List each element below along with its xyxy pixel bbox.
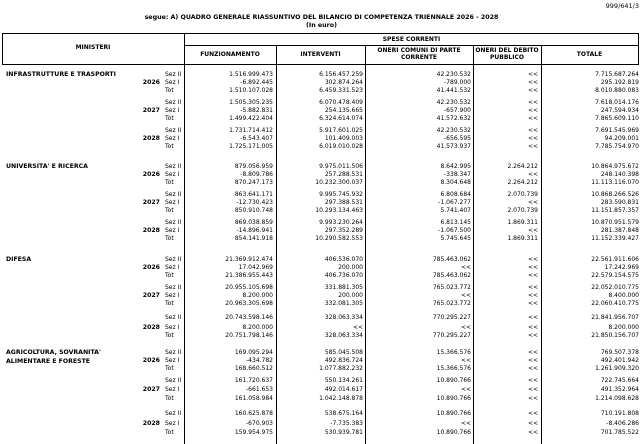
totale-value: 22.052.010.775 [591, 284, 639, 291]
oneri-debito-value: << [527, 429, 538, 436]
funzionamento-value: 161.720.637 [234, 377, 273, 384]
funzionamento-value: 161.058.984 [234, 395, 273, 402]
oneri-comuni-value: << [460, 357, 471, 364]
row-type: Sez I [165, 171, 180, 178]
oneri-debito-value: << [527, 135, 538, 142]
oneri-comuni-value: 41.572.632 [436, 115, 471, 122]
oneri-debito-value: << [527, 227, 538, 234]
funzionamento-value: 21.369.912.474 [225, 256, 273, 263]
totale-value: -8.406.286 [606, 420, 639, 427]
totale-value: 1.261.909.320 [595, 365, 639, 372]
totale-value: 10.870.951.579 [591, 219, 639, 226]
column-divider [184, 33, 185, 444]
funzionamento-value: 1.725.171.005 [229, 143, 273, 150]
oneri-debito-value: << [527, 386, 538, 393]
interventi-value: 530.939.781 [324, 429, 363, 436]
interventi-value: 6.019.010.028 [319, 143, 363, 150]
year-label: 2028 [142, 420, 160, 427]
totale-value: 283.590.831 [600, 199, 639, 206]
interventi-value: 10.293.134.463 [315, 207, 363, 214]
totale-value: 701.785.522 [600, 429, 639, 436]
funzionamento-value: 21.386.955.443 [225, 272, 273, 279]
oneri-comuni-value: 42.230.532 [436, 127, 471, 134]
interventi-value: 297.352.289 [324, 227, 363, 234]
row-type: Tot [165, 143, 174, 150]
year-label: 2027 [142, 292, 160, 299]
totale-value: 21.841.956.707 [591, 314, 639, 321]
row-type: Sez II [165, 377, 182, 384]
row-type: Sez I [165, 107, 180, 114]
column-divider [541, 45, 542, 444]
row-type: Tot [165, 395, 174, 402]
funzionamento-value: 870.247.173 [234, 179, 273, 186]
funzionamento-value: -6.892.445 [240, 79, 273, 86]
header-oneri-debito: ONERI DEL DEBITO PUBBLICO [475, 47, 539, 61]
oneri-debito-value: 2.070.739 [507, 191, 538, 198]
oneri-comuni-value: 770.295.227 [432, 314, 471, 321]
row-type: Tot [165, 179, 174, 186]
oneri-comuni-value: << [460, 292, 471, 299]
row-type: Sez II [165, 191, 182, 198]
interventi-value: 1.077.882.232 [319, 365, 363, 372]
oneri-debito-value: << [527, 272, 538, 279]
funzionamento-value: 169.095.294 [234, 349, 273, 356]
oneri-debito-value: << [527, 357, 538, 364]
funzionamento-value: 863.641.171 [234, 191, 273, 198]
interventi-value: -7.735.383 [330, 420, 363, 427]
oneri-debito-value: 1.869.311 [507, 235, 538, 242]
oneri-debito-value: << [527, 292, 538, 299]
interventi-value: 1.042.148.878 [319, 395, 363, 402]
funzionamento-value: 1.505.305.235 [229, 99, 273, 106]
totale-value: 722.745.664 [600, 377, 639, 384]
oneri-comuni-value: 6.813.145 [440, 219, 471, 226]
oneri-comuni-value: 10.890.766 [436, 395, 471, 402]
oneri-comuni-value: 42.230.532 [436, 71, 471, 78]
ministry-name: UNIVERSITA' E RICERCA [6, 163, 88, 170]
oneri-comuni-value: 41.573.937 [436, 143, 471, 150]
interventi-value: 550.134.261 [324, 377, 363, 384]
funzionamento-value: 160.625.878 [234, 410, 273, 417]
interventi-value: 10.290.582.553 [315, 235, 363, 242]
ministry-name: DIFESA [6, 256, 32, 263]
funzionamento-value: -8.809.786 [240, 171, 273, 178]
interventi-value: 101.409.003 [324, 135, 363, 142]
table-title: segue: A) QUADRO GENERALE RIASSUNTIVO DEL BILANCIO DI COMPETENZA TRIENNALE 2026 - 2028 [144, 14, 499, 21]
totale-value: 11.113.116.070 [591, 179, 639, 186]
interventi-value: 406.536.070 [324, 256, 363, 263]
oneri-debito-value: << [527, 410, 538, 417]
funzionamento-value: 1.731.714.412 [229, 127, 273, 134]
funzionamento-value: 1.516.999.473 [229, 71, 273, 78]
interventi-value: 538.675.164 [324, 410, 363, 417]
year-label: 2026 [142, 357, 160, 364]
interventi-value: 328.063.334 [324, 332, 363, 339]
header-ministeri: MINISTERI [75, 44, 111, 51]
header-spese-correnti: SPESE CORRENTI [382, 36, 441, 43]
row-type: Tot [165, 272, 174, 279]
totale-value: 11.151.857.357 [591, 207, 639, 214]
funzionamento-value: -434.782 [246, 357, 273, 364]
funzionamento-value: 159.954.975 [234, 429, 273, 436]
spese-correnti-rule [184, 45, 639, 46]
oneri-comuni-value: 41.441.532 [436, 87, 471, 94]
interventi-value: 331.881.305 [324, 284, 363, 291]
funzionamento-value: -6.543.407 [240, 135, 273, 142]
oneri-debito-value: 2.070.739 [507, 207, 538, 214]
header-top-rule [2, 33, 639, 34]
row-type: Tot [165, 207, 174, 214]
oneri-debito-value: << [527, 377, 538, 384]
oneri-comuni-value: << [460, 264, 471, 271]
row-type: Sez II [165, 99, 182, 106]
interventi-value: 332.081.305 [324, 300, 363, 307]
row-type: Sez II [165, 284, 182, 291]
oneri-debito-value: << [527, 365, 538, 372]
funzionamento-value: -661.653 [246, 386, 273, 393]
year-label: 2026 [142, 79, 160, 86]
oneri-debito-value: << [527, 115, 538, 122]
funzionamento-value: 20.743.598.146 [225, 314, 273, 321]
row-type: Sez II [165, 349, 182, 356]
oneri-comuni-value: 785.463.062 [432, 272, 471, 279]
totale-value: 10.864.975.672 [591, 163, 639, 170]
totale-value: 247.594.934 [600, 107, 639, 114]
funzionamento-value: 17.042.969 [238, 264, 273, 271]
row-type: Sez II [165, 410, 182, 417]
oneri-comuni-value: -1.067.277 [438, 199, 471, 206]
interventi-value: 297.388.531 [324, 199, 363, 206]
row-type: Sez II [165, 127, 182, 134]
interventi-value: << [352, 324, 363, 331]
oneri-comuni-value: 6.808.684 [440, 191, 471, 198]
interventi-value: 492.014.617 [324, 386, 363, 393]
oneri-comuni-value: 15.366.576 [436, 349, 471, 356]
oneri-comuni-value: 42.230.532 [436, 99, 471, 106]
row-type: Sez II [165, 71, 182, 78]
oneri-comuni-value: -789.000 [444, 79, 471, 86]
oneri-debito-value: 2.264.212 [507, 163, 538, 170]
oneri-comuni-value: 8.642.995 [440, 163, 471, 170]
oneri-debito-value: << [527, 314, 538, 321]
funzionamento-value: 1.510.107.028 [229, 87, 273, 94]
oneri-debito-value: << [527, 87, 538, 94]
row-type: Sez I [165, 420, 180, 427]
row-type: Tot [165, 115, 174, 122]
totale-value: 8.010.880.083 [595, 87, 639, 94]
oneri-debito-value: << [527, 349, 538, 356]
interventi-value: 406.736.070 [324, 272, 363, 279]
totale-value: 22.579.154.575 [591, 272, 639, 279]
interventi-value: 6.459.331.523 [319, 87, 363, 94]
interventi-value: 10.232.300.037 [315, 179, 363, 186]
totale-value: 710.191.808 [600, 410, 639, 417]
row-type: Tot [165, 235, 174, 242]
oneri-comuni-value: 785.463.062 [432, 256, 471, 263]
table-subtitle: (In euro) [306, 22, 337, 29]
funzionamento-value: -670.903 [246, 420, 273, 427]
funzionamento-value: 20.955.105.698 [225, 284, 273, 291]
interventi-value: 9.975.011.506 [319, 163, 363, 170]
oneri-debito-value: << [527, 300, 538, 307]
oneri-debito-value: << [527, 143, 538, 150]
totale-value: 7.691.545.969 [595, 127, 639, 134]
funzionamento-value: -5.882.831 [240, 107, 273, 114]
row-type: Sez I [165, 324, 180, 331]
funzionamento-value: -12.730.423 [236, 199, 273, 206]
row-type: Sez I [165, 357, 180, 364]
funzionamento-value: 1.499.422.404 [229, 115, 273, 122]
interventi-value: 5.917.601.025 [319, 127, 363, 134]
oneri-comuni-value: -656.595 [444, 135, 471, 142]
totale-value: 8.400.000 [608, 292, 639, 299]
row-type: Sez I [165, 264, 180, 271]
row-type: Sez I [165, 227, 180, 234]
oneri-comuni-value: 10.890.766 [436, 410, 471, 417]
year-label: 2026 [142, 171, 160, 178]
oneri-comuni-value: << [460, 420, 471, 427]
row-type: Sez I [165, 135, 180, 142]
oneri-debito-value: << [527, 127, 538, 134]
oneri-comuni-value: 10.890.766 [436, 377, 471, 384]
year-label: 2027 [142, 199, 160, 206]
interventi-value: 254.135.665 [324, 107, 363, 114]
totale-value: 7.618.014.176 [595, 99, 639, 106]
interventi-value: 9.995.745.932 [319, 191, 363, 198]
oneri-debito-value: << [527, 332, 538, 339]
oneri-comuni-value: 15.366.576 [436, 365, 471, 372]
oneri-comuni-value: 770.295.227 [432, 332, 471, 339]
interventi-value: 492.836.724 [324, 357, 363, 364]
year-label: 2028 [142, 227, 160, 234]
oneri-comuni-value: 5.745.645 [440, 235, 471, 242]
funzionamento-value: 20.751.798.146 [225, 332, 273, 339]
interventi-value: 6.324.614.074 [319, 115, 363, 122]
oneri-comuni-value: -338.347 [444, 171, 471, 178]
interventi-value: 6.070.478.409 [319, 99, 363, 106]
row-type: Sez I [165, 79, 180, 86]
oneri-comuni-value: 765.023.772 [432, 284, 471, 291]
totale-value: 769.507.378 [600, 349, 639, 356]
row-type: Sez II [165, 163, 182, 170]
year-label: 2027 [142, 386, 160, 393]
totale-value: 8.200.000 [608, 324, 639, 331]
oneri-debito-value: << [527, 199, 538, 206]
totale-value: 21.850.156.707 [591, 332, 639, 339]
interventi-value: 302.874.264 [324, 79, 363, 86]
oneri-debito-value: << [527, 395, 538, 402]
row-type: Sez II [165, 314, 182, 321]
oneri-debito-value: 1.869.311 [507, 219, 538, 226]
header-totale: TOTALE [576, 51, 603, 58]
totale-value: 7.865.609.110 [595, 115, 639, 122]
interventi-value: 200.000 [338, 264, 363, 271]
funzionamento-value: 850.910.748 [234, 207, 273, 214]
totale-value: 7.785.754.970 [595, 143, 639, 150]
document-reference: 999/641/3 [605, 2, 639, 10]
oneri-debito-value: << [527, 171, 538, 178]
funzionamento-value: 879.056.959 [234, 163, 273, 170]
totale-value: 1.214.098.628 [595, 395, 639, 402]
funzionamento-value: 8.200.000 [242, 292, 273, 299]
interventi-value: 9.993.230.264 [319, 219, 363, 226]
oneri-comuni-value: 5.741.407 [440, 207, 471, 214]
oneri-debito-value: << [527, 71, 538, 78]
oneri-comuni-value: 8.304.648 [440, 179, 471, 186]
ministry-name: INFRASTRUTTURE E TRASPORTI [6, 71, 116, 78]
oneri-debito-value: << [527, 256, 538, 263]
totale-value: 491.352.964 [600, 386, 639, 393]
row-type: Tot [165, 332, 174, 339]
oneri-comuni-value: << [460, 386, 471, 393]
row-type: Sez II [165, 256, 182, 263]
interventi-value: 257.288.531 [324, 171, 363, 178]
year-label: 2028 [142, 324, 160, 331]
totale-value: 22.060.410.775 [591, 300, 639, 307]
totale-value: 492.401.942 [600, 357, 639, 364]
row-type: Tot [165, 300, 174, 307]
funzionamento-value: 8.200.000 [242, 324, 273, 331]
header-funzionamento: FUNZIONAMENTO [200, 51, 260, 58]
funzionamento-value: 168.660.512 [234, 365, 273, 372]
row-type: Tot [165, 87, 174, 94]
interventi-value: 328.063.334 [324, 314, 363, 321]
ministry-name: AGRICOLTURA, SOVRANITA' ALIMENTARE E FORESTE [6, 349, 101, 365]
oneri-debito-value: << [527, 264, 538, 271]
oneri-debito-value: << [527, 284, 538, 291]
totale-value: 295.192.819 [600, 79, 639, 86]
row-type: Sez I [165, 199, 180, 206]
oneri-comuni-value: -1.067.500 [438, 227, 471, 234]
oneri-comuni-value: 765.023.772 [432, 300, 471, 307]
header-oneri-comuni: ONERI COMUNI DI PARTE CORRENTE [377, 47, 461, 61]
oneri-debito-value: << [527, 420, 538, 427]
header-interventi: INTERVENTI [300, 51, 341, 58]
interventi-value: 6.156.457.259 [319, 71, 363, 78]
oneri-debito-value: << [527, 324, 538, 331]
row-type: Sez II [165, 219, 182, 226]
totale-value: 7.715.687.264 [595, 71, 639, 78]
totale-value: 17.242.969 [604, 264, 639, 271]
oneri-debito-value: << [527, 107, 538, 114]
oneri-debito-value: << [527, 99, 538, 106]
funzionamento-value: 869.038.859 [234, 219, 273, 226]
funzionamento-value: -14.896.941 [236, 227, 273, 234]
totale-value: 281.387.848 [600, 227, 639, 234]
row-type: Sez I [165, 292, 180, 299]
oneri-comuni-value: 10.890.766 [436, 429, 471, 436]
oneri-comuni-value: << [460, 324, 471, 331]
year-label: 2028 [142, 135, 160, 142]
interventi-value: 200.000 [338, 292, 363, 299]
oneri-debito-value: << [527, 79, 538, 86]
totale-value: 22.561.911.606 [591, 256, 639, 263]
row-type: Tot [165, 365, 174, 372]
totale-value: 10.868.266.526 [591, 191, 639, 198]
header-bottom-rule [2, 64, 639, 65]
funzionamento-value: 20.963.305.698 [225, 300, 273, 307]
totale-value: 248.140.398 [600, 171, 639, 178]
totale-value: 11.152.339.427 [591, 235, 639, 242]
oneri-debito-value: 2.264.212 [507, 179, 538, 186]
totale-value: 94.209.001 [604, 135, 639, 142]
row-type: Sez I [165, 386, 180, 393]
year-label: 2026 [142, 264, 160, 271]
row-type: Tot [165, 429, 174, 436]
oneri-comuni-value: -657.900 [444, 107, 471, 114]
year-label: 2027 [142, 107, 160, 114]
funzionamento-value: 854.141.918 [234, 235, 273, 242]
interventi-value: 585.045.508 [324, 349, 363, 356]
